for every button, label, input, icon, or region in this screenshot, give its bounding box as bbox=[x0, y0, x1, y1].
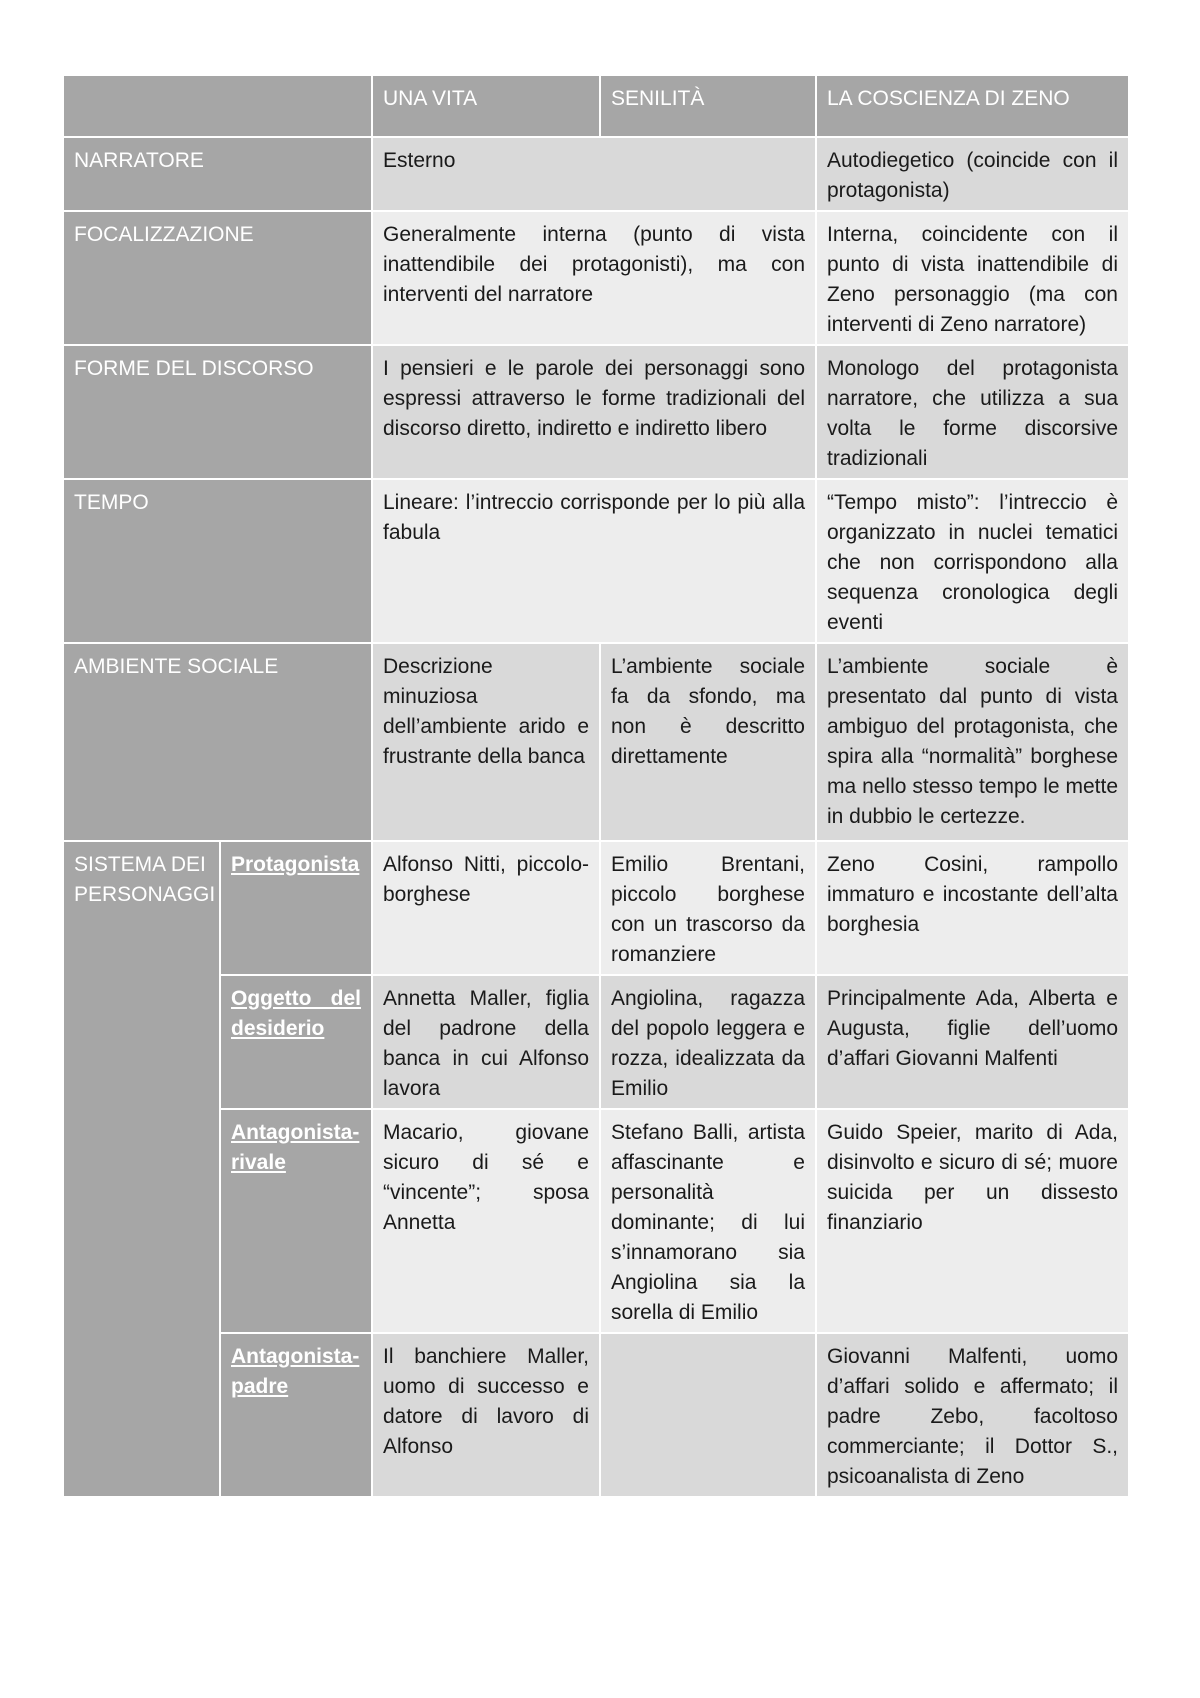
row-oggetto-desiderio bbox=[63, 975, 1129, 1109]
cell-focalizzazione-zeno: Interna, coincidente con il punto di vista inattendibile di Zeno personaggio (ma con interventi di Zeno narratore) bbox=[816, 211, 1129, 345]
header-senilita: SENILITÀ bbox=[600, 75, 816, 137]
cell-padre-senilita bbox=[600, 1333, 816, 1497]
cell-narratore-zeno: Autodiegetico (coincide con il protagonista) bbox=[816, 137, 1129, 211]
cell-rivale-vita: Macario, giovane sicuro di sé e “vincente”; sposa Annetta bbox=[372, 1109, 600, 1333]
oggetto-label-text: Oggetto del desiderio bbox=[231, 987, 361, 1040]
cell-oggetto-zeno: Principalmente Ada, Alberta e Augusta, figlie dell’uomo d’affari Giovanni Malfenti bbox=[816, 975, 1129, 1109]
cell-ambiente-senilita: L’ambiente sociale fa da sfondo, ma non è descritto direttamente bbox=[600, 643, 816, 841]
row-tempo bbox=[63, 479, 1129, 643]
cell-padre-zeno: Giovanni Malfenti, uomo d’affari solido e affermato; il padre Zebo, facoltoso commerciante; il Dottor S., psicoanalista di Zeno bbox=[816, 1333, 1129, 1497]
cell-oggetto-vita: Annetta Maller, figlia del padrone della banca in cui Alfonso lavora bbox=[372, 975, 600, 1109]
cell-rivale-senilita: Stefano Balli, artista affascinante e personalità dominante; di lui s’innamorano sia Angiolina sia la sorella di Emilio bbox=[600, 1109, 816, 1333]
row-label-narratore: NARRATORE bbox=[63, 137, 372, 211]
cell-forme-vita-senilita: I pensieri e le parole dei personaggi sono espressi attraverso le forme tradizionali del discorso diretto, indiretto e indiretto libero bbox=[372, 345, 816, 479]
cell-protagonista-zeno: Zeno Cosini, rampollo immaturo e incostante dell’alta borghesia bbox=[816, 841, 1129, 975]
row-label-tempo: TEMPO bbox=[63, 479, 372, 643]
row-narratore bbox=[63, 137, 1129, 211]
row-ambiente-sociale bbox=[63, 643, 1129, 841]
row-antagonista-rivale bbox=[63, 1109, 1129, 1333]
rivale-label-text: Antagonista-rivale bbox=[231, 1121, 360, 1174]
row-forme-del-discorso bbox=[63, 345, 1129, 479]
header-coscienza-di-zeno: LA COSCIENZA DI ZENO bbox=[816, 75, 1129, 137]
cell-oggetto-senilita: Angiolina, ragazza del popolo leggera e rozza, idealizzata da Emilio bbox=[600, 975, 816, 1109]
cell-tempo-vita-senilita: Lineare: l’intreccio corrisponde per lo più alla fabula bbox=[372, 479, 816, 643]
sub-label-protagonista bbox=[220, 841, 372, 975]
row-protagonista bbox=[63, 841, 1129, 975]
cell-narratore-vita-senilita: Esterno bbox=[372, 137, 816, 211]
row-label-ambiente: AMBIENTE SOCIALE bbox=[63, 643, 372, 841]
cell-protagonista-senilita: Emilio Brentani, piccolo borghese con un trascorso da romanziere bbox=[600, 841, 816, 975]
cell-protagonista-vita: Alfonso Nitti, piccolo-borghese bbox=[372, 841, 600, 975]
cell-tempo-zeno: “Tempo misto”: l’intreccio è organizzato in nuclei tematici che non corrispondono alla sequenza cronologica degli eventi bbox=[816, 479, 1129, 643]
cell-rivale-zeno: Guido Speier, marito di Ada, disinvolto e sicuro di sé; muore suicida per un dissesto finanziario bbox=[816, 1109, 1129, 1333]
sub-label-oggetto bbox=[220, 975, 372, 1109]
row-label-sistema-personaggi: SISTEMA DEI PERSONAGGI bbox=[63, 841, 220, 1497]
header-blank-cell bbox=[63, 75, 372, 137]
row-antagonista-padre bbox=[63, 1333, 1129, 1497]
row-label-forme: FORME DEL DISCORSO bbox=[63, 345, 372, 479]
padre-label-text: Antagonista-padre bbox=[231, 1345, 360, 1398]
sub-label-padre bbox=[220, 1333, 372, 1497]
row-label-focalizzazione: FOCALIZZAZIONE bbox=[63, 211, 372, 345]
sub-label-rivale bbox=[220, 1109, 372, 1333]
header-row bbox=[63, 75, 1129, 137]
cell-padre-vita: Il banchiere Maller, uomo di successo e datore di lavoro di Alfonso bbox=[372, 1333, 600, 1497]
row-focalizzazione bbox=[63, 211, 1129, 345]
protagonista-label-text: Protagonista bbox=[231, 853, 360, 876]
cell-ambiente-zeno: L’ambiente sociale è presentato dal punto di vista ambiguo del protagonista, che spira alla “normalità” borghese ma nello stesso tempo le mette in dubbio le certezze. bbox=[816, 643, 1129, 841]
cell-ambiente-vita: Descrizione minuziosa dell’ambiente arido e frustrante della banca bbox=[372, 643, 600, 841]
comparison-table bbox=[62, 74, 1130, 1498]
cell-focalizzazione-vita-senilita: Generalmente interna (punto di vista inattendibile dei protagonisti), ma con interventi del narratore bbox=[372, 211, 816, 345]
cell-forme-zeno: Monologo del protagonista narratore, che utilizza a sua volta le forme discorsive tradizionali bbox=[816, 345, 1129, 479]
header-una-vita: UNA VITA bbox=[372, 75, 600, 137]
